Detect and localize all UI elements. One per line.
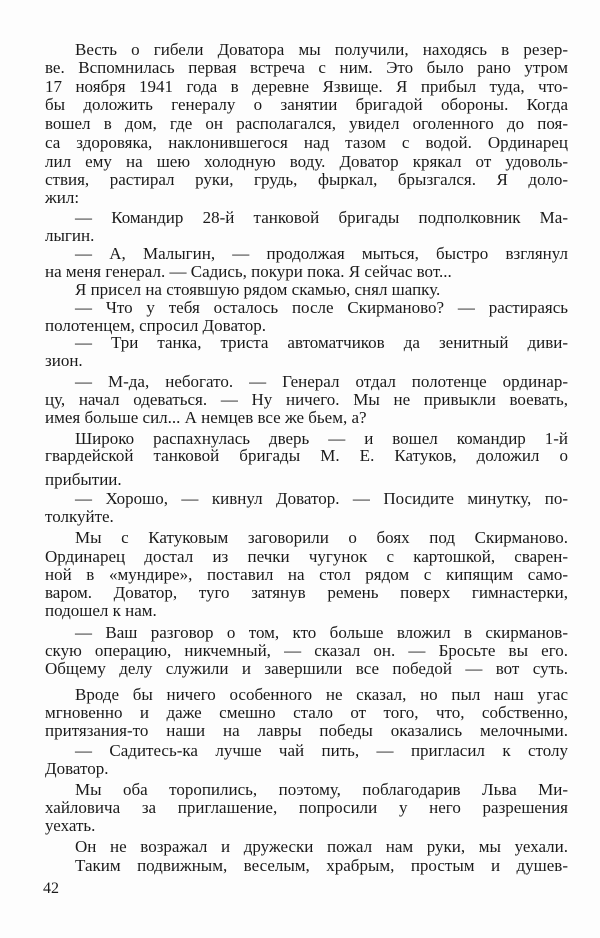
text-line: Весть о гибели Доватора мы получили, находясь в резер- bbox=[75, 40, 568, 59]
text-line: Он не возражал и дружески пожал нам руки, мы уехали. bbox=[75, 837, 568, 856]
text-line: гвардейской танковой бригады М. Е. Катуков, доложил о bbox=[45, 446, 568, 465]
text-line: Мы оба торопились, поэтому, поблагодарив Льва Ми- bbox=[75, 780, 568, 799]
text-line: лил ему на шею холодную воду. Доватор крякал от удоволь- bbox=[45, 152, 568, 171]
text-line: 17 ноября 1941 года в деревне Язвище. Я прибыл туда, что- bbox=[45, 77, 568, 96]
text-line: ствия, растирал руки, грудь, фыркал, брызгался. Я доло- bbox=[45, 170, 568, 189]
text-line: прибытии. bbox=[45, 470, 122, 489]
text-line: са здоровяка, наклонившегося над тазом с водой. Ординарец bbox=[45, 133, 568, 152]
text-line: — М-да, небогато. — Генерал отдал полотенце ординар- bbox=[75, 372, 568, 391]
text-line: Вроде бы ничего особенного не сказал, но пыл наш угас bbox=[75, 685, 568, 704]
text-line: хайловича за приглашение, попросили у него разрешения bbox=[45, 798, 568, 817]
text-line: мгновенно и даже смешно стало от того, что, собственно, bbox=[45, 703, 568, 722]
text-line: Таким подвижным, веселым, храбрым, простым и душев- bbox=[75, 856, 568, 875]
text-line: скую операцию, никчемный, — сказал он. — Бросьте вы его. bbox=[45, 641, 568, 660]
text-line: лыгин. bbox=[45, 226, 95, 245]
text-line: жил: bbox=[45, 188, 80, 207]
text-line: на меня генерал. — Садись, покури пока. Я сейчас вот... bbox=[45, 262, 452, 281]
text-line: — Садитесь-ка лучше чай пить, — пригласил к столу bbox=[75, 741, 568, 760]
text-line: имея больше сил... А немцев все же бьем, а? bbox=[45, 408, 367, 427]
text-line: вошел в дом, где он располагался, увидел оголенного до поя- bbox=[45, 114, 568, 133]
text-line: притязания-то наши на лавры победы оказались мелочными. bbox=[45, 721, 568, 740]
text-line: — Хорошо, — кивнул Доватор. — Посидите минутку, по- bbox=[75, 489, 568, 508]
text-line: — А, Малыгин, — продолжая мыться, быстро взглянул bbox=[75, 244, 568, 263]
text-line: варом. Доватор, туго затянув ремень поверх гимнастерки, bbox=[45, 583, 568, 602]
text-line: подошел к нам. bbox=[45, 601, 157, 620]
text-line: зион. bbox=[45, 351, 83, 370]
text-line: — Командир 28-й танковой бригады подполковник Ма- bbox=[75, 208, 568, 227]
text-line: уехать. bbox=[45, 816, 96, 835]
text-line: — Три танка, триста автоматчиков да зенитный диви- bbox=[75, 333, 568, 352]
text-line: ве. Вспомнилась первая встреча с ним. Это было рано утром bbox=[45, 58, 568, 77]
page-number: 42 bbox=[43, 880, 59, 897]
text-line: ной в «мундире», поставил на стол рядом с кипящим само- bbox=[45, 565, 568, 584]
text-line: Доватор. bbox=[45, 759, 109, 778]
text-line: бы доложить генералу о занятии бригадой обороны. Когда bbox=[45, 95, 568, 114]
text-line: Я присел на стоявшую рядом скамью, снял шапку. bbox=[75, 280, 441, 299]
text-line: Мы с Катуковым заговорили о боях под Скирманово. bbox=[75, 528, 568, 547]
text-line: цу, начал одеваться. — Ну ничего. Мы не привыкли воевать, bbox=[45, 390, 568, 409]
text-line: полотенцем, спросил Доватор. bbox=[45, 316, 267, 335]
text-line: — Что у тебя осталось после Скирманово? — растираясь bbox=[75, 298, 568, 317]
text-line: Широко распахнулась дверь — и вошел командир 1-й bbox=[75, 429, 568, 448]
text-line: толкуйте. bbox=[45, 507, 114, 526]
text-line: — Ваш разговор о том, кто больше вложил в скирманов- bbox=[75, 623, 568, 642]
text-line: Ординарец достал из печки чугунок с картошкой, сварен- bbox=[45, 547, 568, 566]
text-line: Общему делу служили и завершили все победой — вот суть. bbox=[45, 659, 568, 678]
